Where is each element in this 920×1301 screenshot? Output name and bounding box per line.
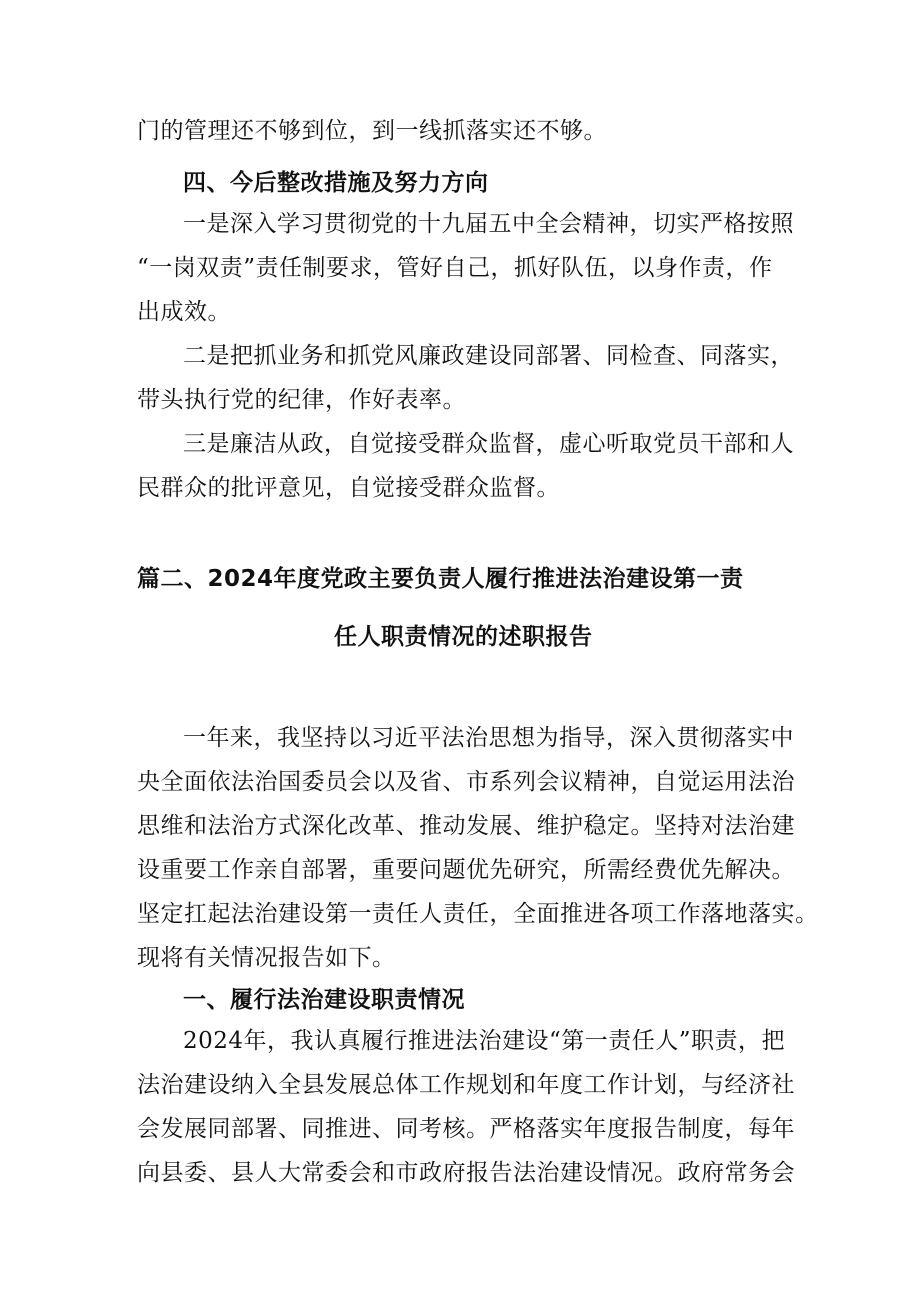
paragraph-text: 出成效。 <box>137 299 231 325</box>
paragraph-text: 门的管理还不够到位，到一线抓落实还不够。 <box>137 118 607 144</box>
paragraph-text: 民群众的批评意见，自觉接受群众监督。 <box>137 475 560 501</box>
paragraph-text: 2024年，我认真履行推进法治建设“第一责任人”职责，把 <box>183 1028 786 1054</box>
article-title: 任人职责情况的述职报告 <box>334 624 593 650</box>
paragraph-text: 思维和法治方式深化改革、推动发展、维护稳定。坚持对法治建 <box>137 813 795 839</box>
paragraph-text: “一岗双责”责任制要求，管好自己，抓好队伍，以身作责，作 <box>137 255 773 281</box>
section-heading: 四、今后整改措施及努力方向 <box>183 170 489 196</box>
article-title: 篇二、2024年度党政主要负责人履行推进法治建设第一责 <box>137 566 744 592</box>
paragraph-text: 带头执行党的纪律，作好表率。 <box>137 387 466 413</box>
paragraph-text: 二是把抓业务和抓党风廉政建设同部署、同检查、同落实， <box>183 343 794 369</box>
section-heading: 一、履行法治建设职责情况 <box>183 987 465 1013</box>
paragraph-text: 现将有关情况报告如下。 <box>137 945 396 971</box>
paragraph-text: 会发展同部署、同推进、同考核。严格落实年度报告制度，每年 <box>137 1116 795 1142</box>
paragraph-text: 法治建设纳入全县发展总体工作规划和年度工作计划，与经济社 <box>137 1072 795 1098</box>
paragraph-text: 坚定扛起法治建设第一责任人责任，全面推进各项工作落地落实。 <box>137 901 819 927</box>
paragraph-text: 向县委、县人大常委会和市政府报告法治建设情况。政府常务会 <box>137 1160 795 1186</box>
paragraph-text: 央全面依法治国委员会以及省、市系列会议精神，自觉运用法治 <box>137 769 795 795</box>
paragraph-text: 一是深入学习贯彻党的十九届五中全会精神，切实严格按照 <box>183 211 794 237</box>
paragraph-text: 三是廉洁从政，自觉接受群众监督，虚心听取党员干部和人 <box>183 431 794 457</box>
paragraph-text: 设重要工作亲自部署，重要问题优先研究，所需经费优先解决。 <box>137 857 795 883</box>
paragraph-text: 一年来，我坚持以习近平法治思想为指导，深入贯彻落实中 <box>183 725 794 751</box>
